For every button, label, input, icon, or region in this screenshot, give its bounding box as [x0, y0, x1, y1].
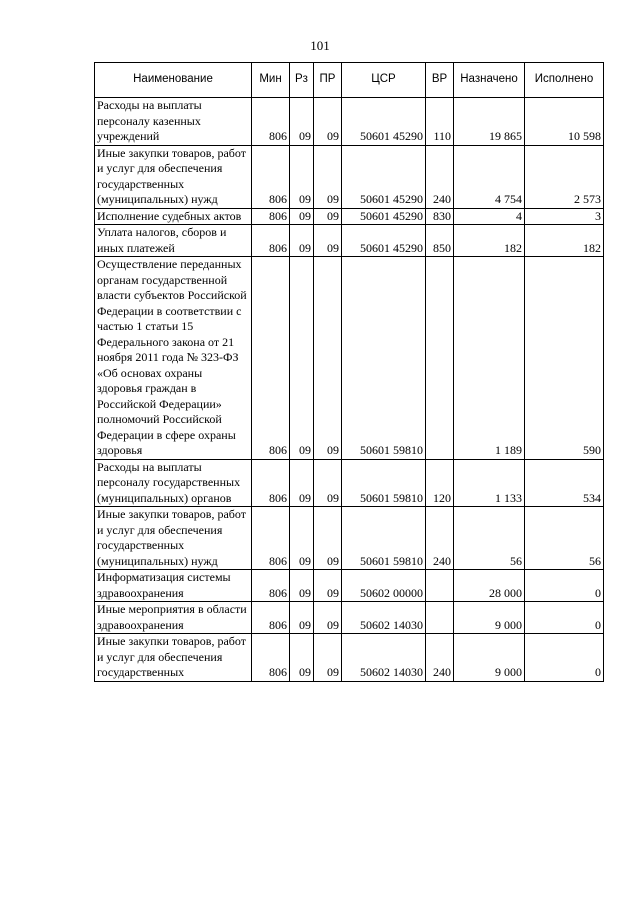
row-pr: 09: [314, 208, 342, 225]
row-rz: 09: [290, 257, 314, 460]
row-executed: 3: [525, 208, 604, 225]
header-rz: Рз: [290, 63, 314, 98]
row-name: Уплата налогов, сборов и иных платежей: [95, 225, 252, 257]
row-executed: 2 573: [525, 145, 604, 208]
row-name: Иные закупки товаров, работ и услуг для обеспечения государственных: [95, 634, 252, 682]
row-executed: 0: [525, 570, 604, 602]
table-row: [95, 459, 604, 507]
row-executed: 534: [525, 459, 604, 507]
row-assigned: 1 133: [454, 459, 525, 507]
row-name: Исполнение судебных актов: [95, 208, 252, 225]
row-pr: 09: [314, 602, 342, 634]
row-assigned: 4 754: [454, 145, 525, 208]
row-csr: 50602 14030: [342, 634, 426, 682]
row-csr: 50601 59810: [342, 257, 426, 460]
row-name: Иные мероприятия в области здравоохранения: [95, 602, 252, 634]
row-rz: 09: [290, 507, 314, 570]
table-row: [95, 570, 604, 602]
row-executed: 182: [525, 225, 604, 257]
row-csr: 50601 59810: [342, 459, 426, 507]
row-vr: 120: [426, 459, 454, 507]
row-pr: 09: [314, 459, 342, 507]
row-assigned: 4: [454, 208, 525, 225]
header-min: Мин: [252, 63, 290, 98]
table-row: [95, 208, 604, 225]
row-vr: 240: [426, 507, 454, 570]
row-pr: 09: [314, 257, 342, 460]
row-pr: 09: [314, 570, 342, 602]
header-executed: Исполнено: [525, 63, 604, 98]
row-rz: 09: [290, 570, 314, 602]
row-csr: 50601 45290: [342, 225, 426, 257]
row-rz: 09: [290, 208, 314, 225]
row-vr: [426, 570, 454, 602]
row-vr: 110: [426, 98, 454, 146]
header-csr: ЦСР: [342, 63, 426, 98]
row-min: 806: [252, 570, 290, 602]
row-assigned: 9 000: [454, 634, 525, 682]
table-row: [95, 634, 604, 682]
row-rz: 09: [290, 602, 314, 634]
row-vr: 830: [426, 208, 454, 225]
row-pr: 09: [314, 225, 342, 257]
row-name: Расходы на выплаты персоналу государственных (муниципальных) органов: [95, 459, 252, 507]
table-row: [95, 602, 604, 634]
row-csr: 50602 00000: [342, 570, 426, 602]
row-assigned: 1 189: [454, 257, 525, 460]
row-csr: 50601 45290: [342, 98, 426, 146]
row-vr: [426, 602, 454, 634]
row-min: 806: [252, 507, 290, 570]
row-vr: [426, 257, 454, 460]
row-executed: 0: [525, 602, 604, 634]
row-name: Иные закупки товаров, работ и услуг для обеспечения государственных (муниципальных) нужд: [95, 145, 252, 208]
row-executed: 10 598: [525, 98, 604, 146]
row-rz: 09: [290, 459, 314, 507]
row-csr: 50601 45290: [342, 145, 426, 208]
row-csr: 50601 45290: [342, 208, 426, 225]
row-name: Осуществление переданных органам государственной власти субъектов Российской Федерации в соответствии с частью 1 статьи 15 Федерального закона от 21 ноября 2011 года № 323-ФЗ «Об основах охраны здоровья граждан в Российской Федерации» полномочий Российской Федерации в сфере охраны здоровья: [95, 257, 252, 460]
row-name: Иные закупки товаров, работ и услуг для обеспечения государственных (муниципальных) нужд: [95, 507, 252, 570]
row-min: 806: [252, 225, 290, 257]
row-min: 806: [252, 257, 290, 460]
row-name: Информатизация системы здравоохранения: [95, 570, 252, 602]
row-rz: 09: [290, 145, 314, 208]
row-pr: 09: [314, 98, 342, 146]
row-min: 806: [252, 634, 290, 682]
header-assigned: Назначено: [454, 63, 525, 98]
row-executed: 590: [525, 257, 604, 460]
row-rz: 09: [290, 634, 314, 682]
row-min: 806: [252, 208, 290, 225]
row-vr: 850: [426, 225, 454, 257]
row-min: 806: [252, 602, 290, 634]
row-pr: 09: [314, 634, 342, 682]
row-vr: 240: [426, 145, 454, 208]
table-row: [95, 225, 604, 257]
row-assigned: 56: [454, 507, 525, 570]
table-row: [95, 257, 604, 460]
row-min: 806: [252, 145, 290, 208]
page-number: 101: [310, 38, 330, 53]
header-row: [95, 63, 604, 98]
row-vr: 240: [426, 634, 454, 682]
row-assigned: 28 000: [454, 570, 525, 602]
table-row: [95, 98, 604, 146]
row-rz: 09: [290, 225, 314, 257]
row-assigned: 19 865: [454, 98, 525, 146]
row-csr: 50602 14030: [342, 602, 426, 634]
header-name: Наименование: [95, 63, 252, 98]
header-vr: ВР: [426, 63, 454, 98]
row-min: 806: [252, 459, 290, 507]
row-min: 806: [252, 98, 290, 146]
row-rz: 09: [290, 98, 314, 146]
row-pr: 09: [314, 145, 342, 208]
row-csr: 50601 59810: [342, 507, 426, 570]
header-pr: ПР: [314, 63, 342, 98]
row-pr: 09: [314, 507, 342, 570]
budget-table: [94, 62, 604, 682]
table-row: [95, 507, 604, 570]
row-executed: 0: [525, 634, 604, 682]
table-row: [95, 145, 604, 208]
row-assigned: 9 000: [454, 602, 525, 634]
row-assigned: 182: [454, 225, 525, 257]
row-executed: 56: [525, 507, 604, 570]
row-name: Расходы на выплаты персоналу казенных учреждений: [95, 98, 252, 146]
